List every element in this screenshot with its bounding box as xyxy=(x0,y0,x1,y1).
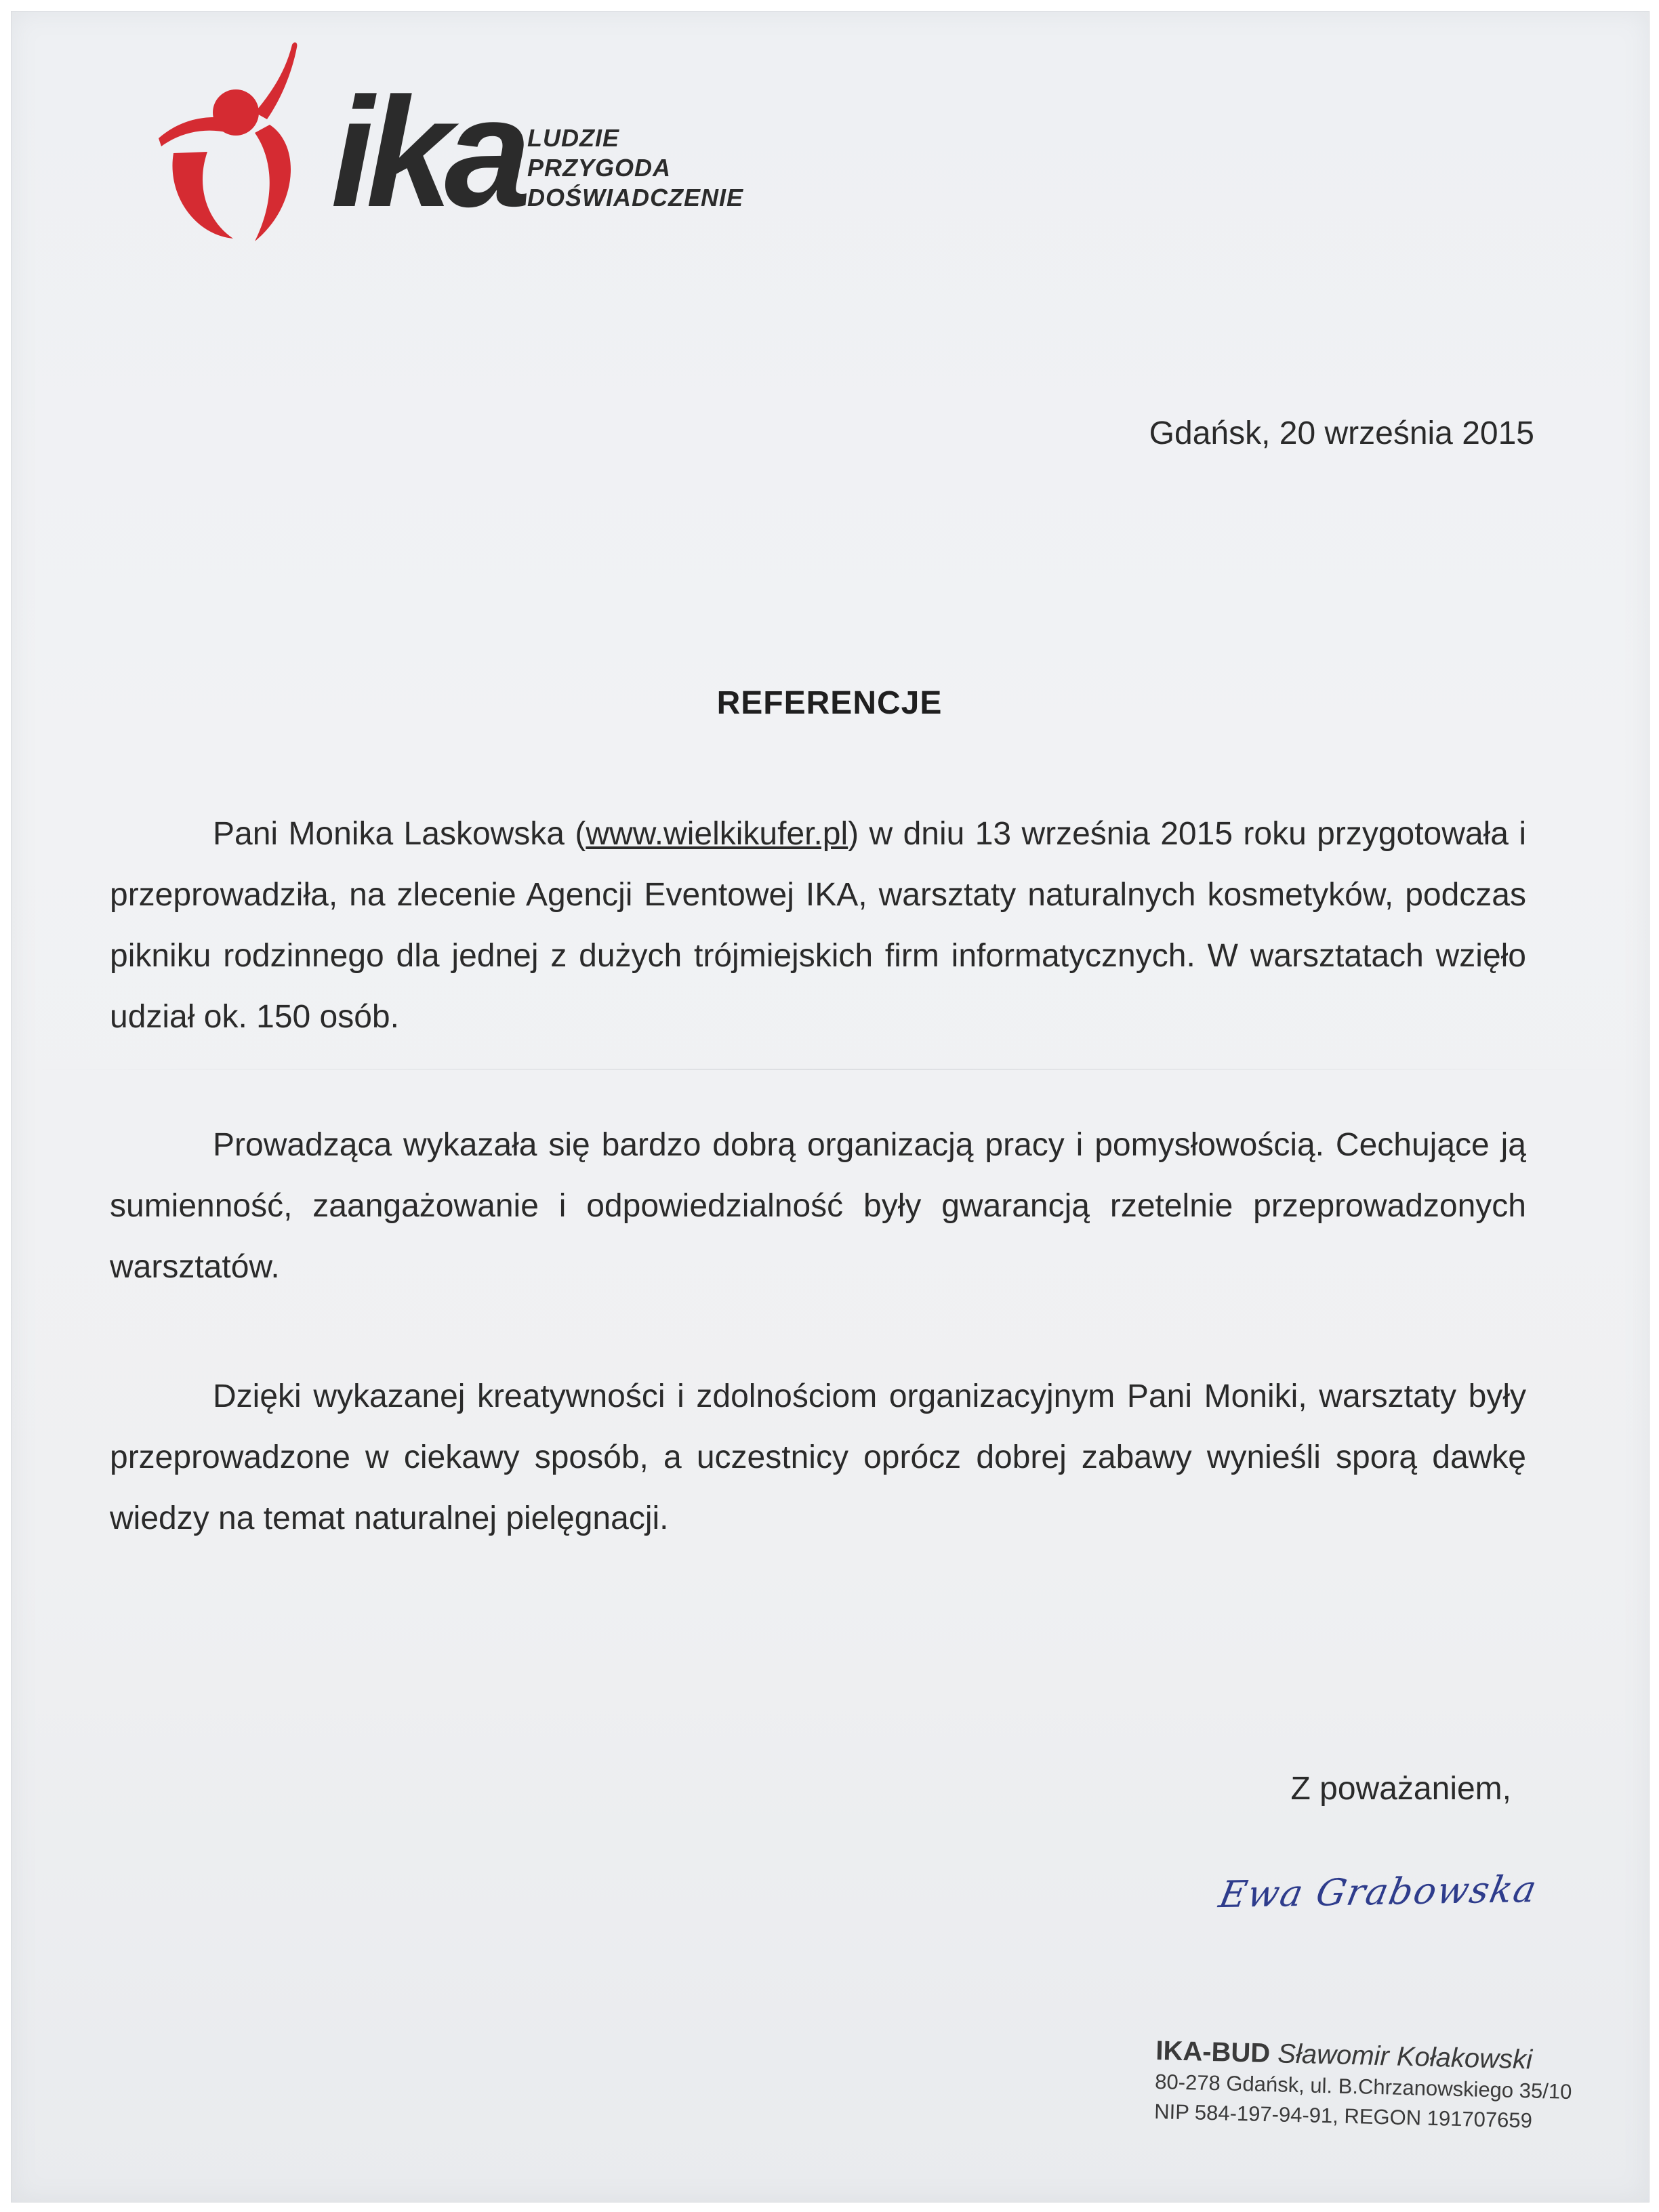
paragraph-1-start: Pani Monika Laskowska ( xyxy=(213,816,586,852)
signature xyxy=(1215,1867,1542,1945)
tagline-line: PRZYGODA xyxy=(527,154,672,182)
paper-fold-line xyxy=(12,1069,1649,1070)
letter-title: REFERENCJE xyxy=(716,685,943,721)
place-date: Gdańsk, 20 września 2015 xyxy=(1149,415,1534,451)
stamp-address: 80-278 Gdańsk, ul. B.Chrzanowskiego 35/10 xyxy=(1154,2069,1572,2104)
logo-tagline xyxy=(527,123,743,213)
tagline-line: LUDZIE xyxy=(527,124,619,152)
stamp-tax-ids: NIP 584-197-94-91, REGON 191707659 xyxy=(1153,2099,1533,2133)
paragraph-3: Dzięki wykazanej kreatywności i zdolnościom organizacyjnym Pani Moniki, warsztaty były przeprowadzone w ciekawy sposób, a uczestnicy oprócz dobrej zabawy wynieśli sporą dawkę wiedzy na temat naturalnej pielęgnacji. xyxy=(110,1378,1526,1536)
tagline-line: DOŚWIADCZENIE xyxy=(527,184,743,211)
ika-runner-logo-icon xyxy=(153,38,316,241)
closing-salutation: Z poważaniem, xyxy=(1290,1771,1511,1807)
company-stamp xyxy=(1154,2034,1573,2137)
stamp-company-owner: Sławomir Kołakowski xyxy=(1277,2039,1533,2075)
signature-text: Ewa Grabowska xyxy=(1215,1867,1542,1917)
paragraph-1-rest: ) w dniu 13 września 2015 roku przygotowała i przeprowadziła, na zlecenie Agencji Eventowej IKA, warsztaty naturalnych kosmetyków, podczas pikniku rodzinnego dla jednej z dużych trójmiejskich firm informatycznych. W warsztatach wzięło udział ok. 150 osób. xyxy=(110,816,1527,1035)
website-link[interactable]: www.wielkikufer.pl xyxy=(586,816,848,852)
paragraph-1 xyxy=(110,804,1526,1048)
paragraph-2: Prowadząca wykazała się bardzo dobrą organizacją pracy i pomysłowością. Cechujące ją sumienność, zaangażowanie i odpowiedzialność były gwarancją rzetelnie przeprowadzonych warsztatów. xyxy=(110,1127,1526,1285)
stamp-company-short: IKA-BUD xyxy=(1155,2035,1271,2069)
logo-wordmark: ika xyxy=(331,65,523,239)
